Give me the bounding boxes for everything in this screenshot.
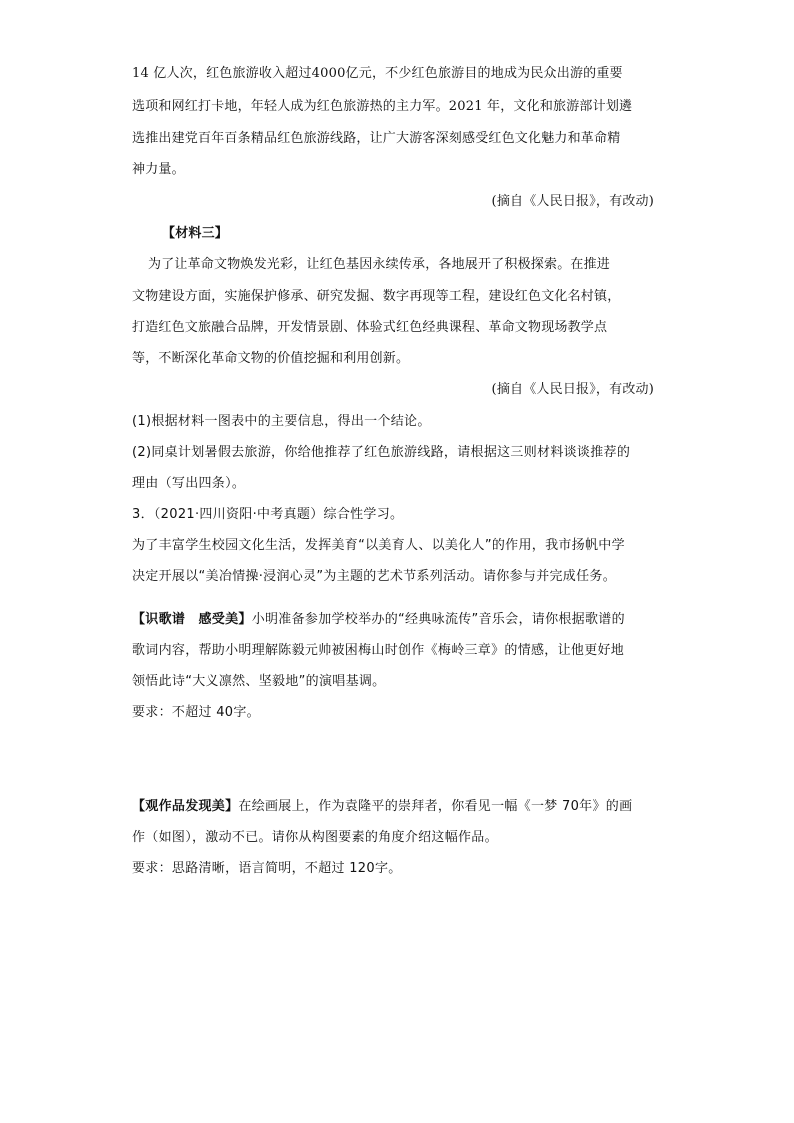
- question-2-line-2: 理由（写出四条）。: [132, 476, 246, 491]
- question-2-line-1: (2)同桌计划暑假去旅游，你给他推荐了红色旅游线路，请根据这三则材料谈谈推荐的: [132, 445, 631, 460]
- material3-line-2: 文物建设方面，实施保护修承、研究发掘、数字再现等工程，建设红色文化名村镇，: [132, 289, 621, 304]
- task2-requirement: 要求：思路清晰，语言简明，不超过 120字。: [132, 861, 402, 876]
- material3-line-1: 为了让革命文物焕发光彩，让红色基因永续传承，各地展开了积极探索。在推进: [148, 257, 611, 272]
- question-1: (1)根据材料一图表中的主要信息，得出一个结论。: [132, 414, 431, 429]
- task1-line-2: 歌词内容，帮助小明理解陈毅元帅被困梅山时创作《梅岭三章》的情感，让他更好地: [132, 643, 625, 658]
- task2-line-2: 作（如图），激动不已。请你从构图要素的角度介绍这幅作品。: [132, 830, 498, 845]
- task1-requirement: 要求：不超过 40字。: [132, 705, 260, 720]
- task1-line-1: [132, 610, 662, 630]
- task1-line-3: 领悟此诗“大义凛然、坚毅地”的演唱基调。: [132, 674, 386, 689]
- material3-line-3: 打造红色文旅融合品牌，开发情景剧、体验式红色经典课程、革命文物现场教学点: [132, 320, 608, 335]
- question-3-header: 3．（2021·四川资阳·中考真题）综合性学习。: [132, 507, 404, 522]
- task2-text-1: 在绘画展上，作为袁隆平的崇拜者，你看见一幅《一梦 70年》的画: [238, 799, 633, 814]
- source-citation-1: (摘自《人民日报》，有改动): [491, 194, 654, 209]
- material2-line-2: 选项和网红打卡地，年轻人成为红色旅游热的主力军。2021 年，文化和旅游部计划遴: [132, 99, 633, 114]
- question-3-intro-line-1: 为了丰富学生校园文化生活，发挥美育“以美育人、以美化人”的作用，我市扬帆中学: [132, 538, 625, 553]
- task2-label: 【观作品发现美】: [132, 799, 239, 814]
- material2-line-3: 选推出建党百年百条精品红色旅游线路，让广大游客深刻感受红色文化魅力和革命精: [132, 131, 621, 146]
- material2-line-4: 神力量。: [132, 162, 185, 177]
- task1-text-1: 小明准备参加学校举办的“经典咏流传”音乐会，请你根据歌谱的: [251, 612, 625, 627]
- material3-title: 【材料三】: [162, 226, 229, 241]
- material2-line-1: 14 亿人次，红色旅游收入超过4000亿元，不少红色旅游目的地成为民众出游的重要: [132, 66, 623, 81]
- material3-line-4: 等，不断深化革命文物的价值挖掘和利用创新。: [132, 351, 410, 366]
- question-3-intro-line-2: 决定开展以“美冶情操·浸润心灵”为主题的艺术节系列活动。请你参与并完成任务。: [132, 569, 617, 584]
- task1-label: 【识歌谱 感受美】: [132, 612, 252, 627]
- task2-line-1: [132, 797, 662, 817]
- source-citation-2: (摘自《人民日报》，有改动): [491, 382, 654, 397]
